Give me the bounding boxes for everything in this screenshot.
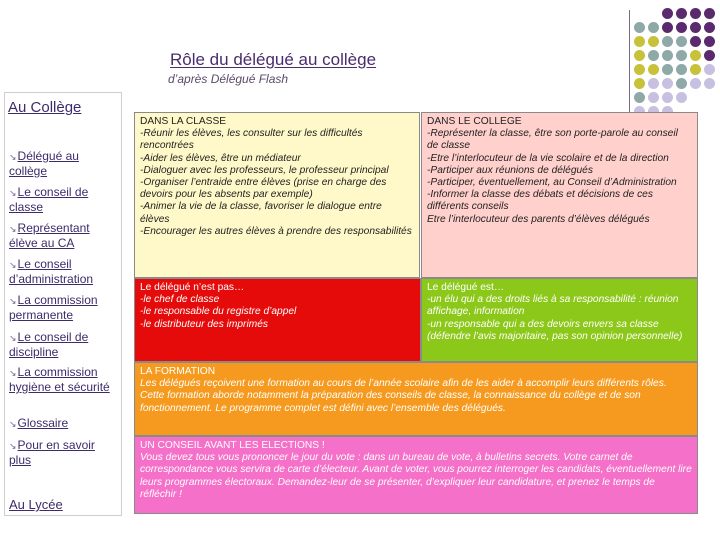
decorative-dot xyxy=(648,22,659,33)
decorative-dot xyxy=(690,64,701,75)
sidebar-item-lycee[interactable]: Au Lycée xyxy=(9,497,63,512)
delegue-line: -le chef de classe xyxy=(140,294,220,306)
classe-line: -Organiser l’entraide entre élèves (prise en charge des devoirs pour les absents par exemple) xyxy=(140,177,387,201)
decorative-dot xyxy=(704,78,715,89)
link-arrow-icon: ↘ xyxy=(9,188,17,198)
decorative-dot xyxy=(662,36,673,47)
est-line: -un responsable qui a des devoirs envers sa classe (défendre l’avis majoritaire, pas son opinion personnelle) xyxy=(427,318,683,342)
college-heading: DANS LE COLLEGE xyxy=(427,116,522,127)
sidebar-item-glossaire[interactable]: ↘Glossaire xyxy=(9,416,69,430)
link-arrow-icon: ↘ xyxy=(9,224,17,234)
delegue-nest-pas-panel xyxy=(134,278,421,362)
decorative-dot xyxy=(634,78,645,89)
decorative-dot xyxy=(662,92,673,103)
sidebar-item-conseil-administration[interactable]: ↘Le conseil d’administration xyxy=(9,257,94,286)
est-heading: Le délégué est… xyxy=(427,282,505,293)
page-title: Rôle du délégué au collège xyxy=(170,50,377,69)
decorative-dot xyxy=(704,8,715,19)
college-line: Etre l’interlocuteur des parents d’élèves délégués xyxy=(427,213,650,225)
sidebar-heading[interactable]: Au Collège xyxy=(8,99,82,116)
decorative-dot xyxy=(676,8,687,19)
decorative-dot xyxy=(662,8,673,19)
elections-heading: UN CONSEIL AVANT LES ELECTIONS ! xyxy=(140,440,325,451)
college-line: -Participer aux réunions de délégués xyxy=(427,164,593,176)
classe-heading: DANS LA CLASSE xyxy=(140,116,227,127)
decorative-dot xyxy=(634,22,645,33)
decorative-dot xyxy=(676,64,687,75)
decorative-dot xyxy=(648,36,659,47)
elections-text: Vous devez tous vous prononcer le jour du vote : dans un bureau de vote, à bulletins secrets. Votre carnet de correspondance vous servira de carte d’électeur. Avant de voter, vous pourrez interroger les candidats, éventuellement lire leurs programmes électoraux. Demandez-leur de se présenter, d’expliquer leur candidature, et prenez le temps de réfléchir ! xyxy=(140,452,692,500)
sidebar-item-conseil-discipline[interactable]: ↘Le conseil de discipline xyxy=(9,330,89,359)
decorative-dot xyxy=(648,78,659,89)
decorative-dot xyxy=(634,64,645,75)
decorative-dot-pattern xyxy=(626,8,720,128)
link-arrow-icon: ↘ xyxy=(9,152,17,162)
classe-line: -Réunir les élèves, les consulter sur les difficultés rencontrées xyxy=(140,128,363,152)
decorative-dot xyxy=(676,78,687,89)
formation-heading: LA FORMATION xyxy=(140,366,216,377)
sidebar-item-representant-ca[interactable]: ↘Représentant élève au CA xyxy=(9,221,90,250)
delegue-line: -le responsable du registre d’appel xyxy=(140,306,297,318)
decorative-dot xyxy=(662,50,673,61)
decorative-dot xyxy=(676,50,687,61)
decorative-dot xyxy=(648,92,659,103)
link-arrow-icon: ↘ xyxy=(9,296,17,306)
sidebar-item-en-savoir-plus[interactable]: ↘Pour en savoir plus xyxy=(9,438,95,467)
decorative-dot xyxy=(676,36,687,47)
decorative-dot xyxy=(648,64,659,75)
decorative-dot xyxy=(690,22,701,33)
link-arrow-icon: ↘ xyxy=(9,419,17,429)
est-line: -un élu qui a des droits liés à sa responsabilité : réunion affichage, information xyxy=(427,294,679,318)
sidebar-item-commission-permanente[interactable]: ↘La commission permanente xyxy=(9,293,98,322)
decorative-dot xyxy=(704,22,715,33)
classe-line: -Encourager les autres élèves à prendre des responsabilités xyxy=(140,225,412,237)
decorative-dot xyxy=(662,22,673,33)
decorative-dot xyxy=(704,50,715,61)
decorative-dot xyxy=(648,50,659,61)
delegue-heading: Le délégué n’est pas… xyxy=(140,282,245,293)
link-arrow-icon: ↘ xyxy=(9,333,17,343)
link-arrow-icon: ↘ xyxy=(9,368,17,378)
decorative-dot xyxy=(690,50,701,61)
college-line: -Etre l’interlocuteur de la vie scolaire et de la direction xyxy=(427,152,669,164)
decorative-dot xyxy=(634,92,645,103)
classe-line: -Dialoguer avec les professeurs, le professeur principal xyxy=(140,164,389,176)
decorative-dot xyxy=(662,78,673,89)
sidebar-item-delegue[interactable]: ↘Délégué au collège xyxy=(9,149,79,178)
decorative-dot xyxy=(704,36,715,47)
decorative-dot xyxy=(690,8,701,19)
formation-text: Les délégués reçoivent une formation au cours de l’année scolaire afin de les aider à accomplir leurs différents rôles. Cette formation aborde notamment la préparation des conseils de classe, la connaissance du collège et de son fonctionnement. Le programme complet est défini avec l’ensemble des délégués. xyxy=(140,378,667,414)
decorative-dot xyxy=(662,64,673,75)
sidebar-item-conseil-classe[interactable]: ↘Le conseil de classe xyxy=(9,185,89,214)
classe-line: -Animer la vie de la classe, favoriser le dialogue entre élèves xyxy=(140,201,382,225)
elections-panel xyxy=(134,436,698,514)
classe-line: -Aider les élèves, être un médiateur xyxy=(140,152,301,164)
decorative-dot xyxy=(676,22,687,33)
classe-panel xyxy=(134,112,420,278)
decorative-dot xyxy=(690,78,701,89)
decorative-dot xyxy=(676,92,687,103)
college-line: -Informer la classe des débats et décisions de ces différents conseils xyxy=(427,189,653,213)
decorative-dot xyxy=(634,36,645,47)
delegue-line: -le distributeur des imprimés xyxy=(140,318,268,330)
sidebar xyxy=(4,92,122,516)
college-line: -Représenter la classe, être son porte-parole au conseil de classe xyxy=(427,128,678,152)
delegue-est-panel xyxy=(421,278,698,362)
decorative-dot xyxy=(704,64,715,75)
link-arrow-icon: ↘ xyxy=(9,441,17,451)
sidebar-item-commission-hygiene[interactable]: ↘La commission hygiène et sécurité xyxy=(9,365,110,394)
college-line: -Participer, éventuellement, au Conseil d’Administration xyxy=(427,177,677,189)
link-arrow-icon: ↘ xyxy=(9,260,17,270)
college-panel xyxy=(421,112,698,278)
page-subtitle: d’après Délégué Flash xyxy=(168,72,289,86)
decorative-dot xyxy=(634,50,645,61)
decorative-dot xyxy=(690,36,701,47)
formation-panel xyxy=(134,362,698,436)
